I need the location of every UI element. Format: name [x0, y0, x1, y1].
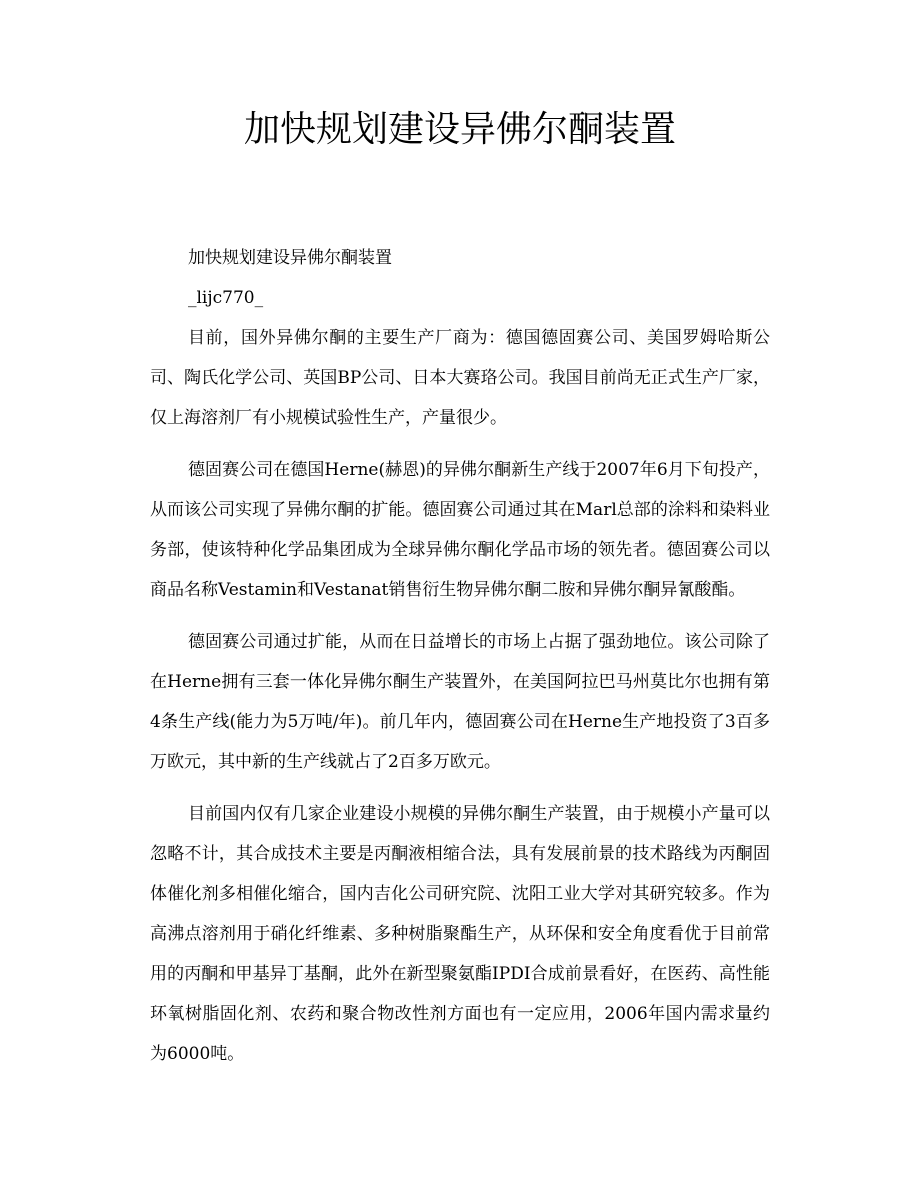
document-body	[150, 238, 770, 1086]
body-paragraph: 德固赛公司通过扩能，从而在日益增长的市场上占据了强劲地位。该公司除了在Herne拥有三套一体化异佛尔酮生产装置外，在美国阿拉巴马州莫比尔也拥有第4条生产线(能力为5万吨/年)。前几年内，德固赛公司在Herne生产地投资了3百多万欧元，其中新的生产线就占了2百多万欧元。	[150, 632, 770, 772]
author-paragraph: _lijc770_	[188, 288, 264, 308]
body-paragraph: 目前，国外异佛尔酮的主要生产厂商为：德国德固赛公司、美国罗姆哈斯公司、陶氏化学公司、英国BP公司、日本大赛珞公司。我国目前尚无正式生产厂家，仅上海溶剂厂有小规模试验性生产，产量很少。	[150, 328, 770, 428]
document-title: 加快规划建设异佛尔酮装置	[243, 109, 676, 150]
subtitle-paragraph: 加快规划建设异佛尔酮装置	[188, 248, 392, 268]
body-paragraph: 德固赛公司在德国Herne(赫恩)的异佛尔酮新生产线于2007年6月下旬投产，从而该公司实现了异佛尔酮的扩能。德固赛公司通过其在Marl总部的涂料和染料业务部，使该特种化学品集团成为全球异佛尔酮化学品市场的领先者。德固赛公司以商品名称Vestamin和Vestanat销售衍生物异佛尔酮二胺和异佛尔酮异氰酸酯。	[150, 460, 770, 600]
body-paragraph: 目前国内仅有几家企业建设小规模的异佛尔酮生产装置，由于规模小产量可以忽略不计，其合成技术主要是丙酮液相缩合法，具有发展前景的技术路线为丙酮固体催化剂多相催化缩合，国内吉化公司研究院、沈阳工业大学对其研究较多。作为高沸点溶剂用于硝化纤维素、多种树脂聚酯生产，从环保和安全角度看优于目前常用的丙酮和甲基异丁基酮，此外在新型聚氨酯IPDI合成前景看好，在医药、高性能环氧树脂固化剂、农药和聚合物改性剂方面也有一定应用，2006年国内需求量约为6000吨。	[150, 804, 770, 1064]
